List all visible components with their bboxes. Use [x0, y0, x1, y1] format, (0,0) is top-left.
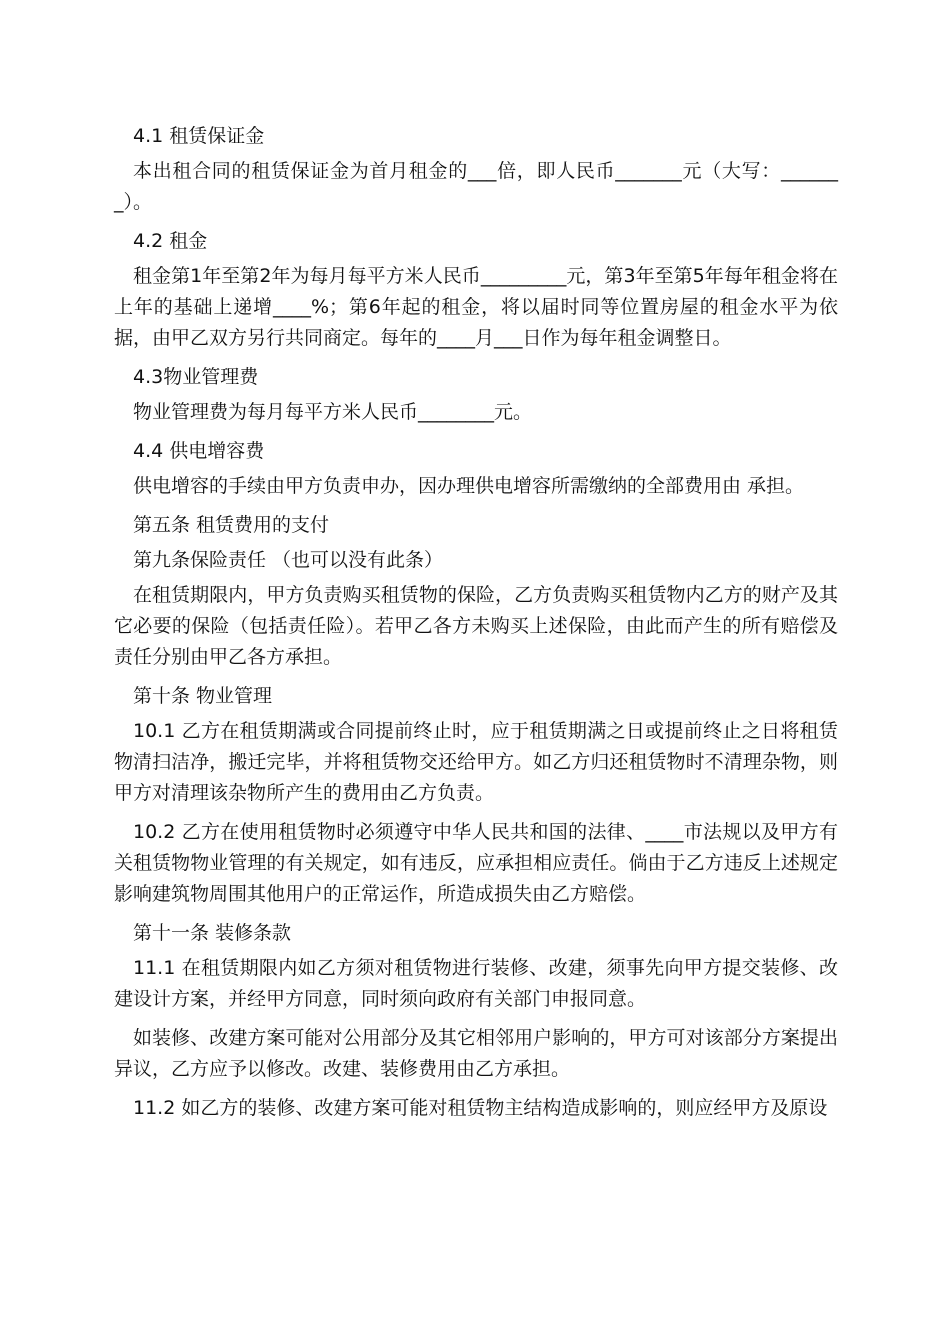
section-4-4-paragraph: 供电增容的手续由甲方负责申办，因办理供电增容所需缴纳的全部费用由 承担。: [133, 475, 805, 497]
section-4-2-heading: 4.2 租金: [133, 230, 208, 252]
article-9-paragraph: 在租赁期限内，甲方负责购买租赁物的保险，乙方负责购买租赁物内乙方的财产及其它必要的保险（包括责任险）。若甲乙各方未购买上述保险，由此而产生的所有赔偿及责任分别由甲乙各方承担。: [114, 584, 838, 668]
section-4-4-heading: 4.4 供电增容费: [133, 440, 265, 462]
article-9-heading: 第九条保险责任 （也可以没有此条）: [133, 549, 444, 571]
document-body: [114, 121, 838, 1132]
section-10-1-paragraph: 10.1 乙方在租赁期满或合同提前终止时，应于租赁期满之日或提前终止之日将租赁物清扫洁净，搬迁完毕，并将租赁物交还给甲方。如乙方归还租赁物时不清理杂物，则甲方对清理该杂物所产生的费用由乙方负责。: [114, 720, 838, 804]
section-4-3-heading: 4.3物业管理费: [133, 366, 259, 388]
section-10-2-paragraph: 10.2 乙方在使用租赁物时必须遵守中华人民共和国的法律、____市法规以及甲方有关租赁物物业管理的有关规定，如有违反，应承担相应责任。倘由于乙方违反上述规定影响建筑物周围其他用户的正常运作，所造成损失由乙方赔偿。: [114, 821, 838, 905]
article-11-heading: 第十一条 装修条款: [133, 922, 292, 944]
section-11-1-paragraph-2: 如装修、改建方案可能对公用部分及其它相邻用户影响的，甲方可对该部分方案提出异议，乙方应予以修改。改建、装修费用由乙方承担。: [114, 1027, 838, 1080]
section-4-1-paragraph: 本出租合同的租赁保证金为首月租金的___倍，即人民币_______元（大写：_______）。: [114, 160, 838, 213]
article-5-heading: 第五条 租赁费用的支付: [133, 514, 330, 536]
section-4-2-paragraph: 租金第1年至第2年为每月每平方米人民币_________元，第3年至第5年每年租金将在上年的基础上递增____%；第6年起的租金，将以届时同等位置房屋的租金水平为依据，由甲乙双方另行共同商定。每年的____月___日作为每年租金调整日。: [114, 265, 838, 349]
section-11-2-paragraph: 11.2 如乙方的装修、改建方案可能对租赁物主结构造成影响的，则应经甲方及原设: [133, 1097, 828, 1119]
section-11-1-paragraph: 11.1 在租赁期限内如乙方须对租赁物进行装修、改建，须事先向甲方提交装修、改建设计方案，并经甲方同意，同时须向政府有关部门申报同意。: [114, 957, 838, 1010]
article-10-heading: 第十条 物业管理: [133, 685, 273, 707]
section-4-3-paragraph: 物业管理费为每月每平方米人民币________元。: [133, 401, 533, 423]
section-4-1-heading: 4.1 租赁保证金: [133, 125, 265, 147]
